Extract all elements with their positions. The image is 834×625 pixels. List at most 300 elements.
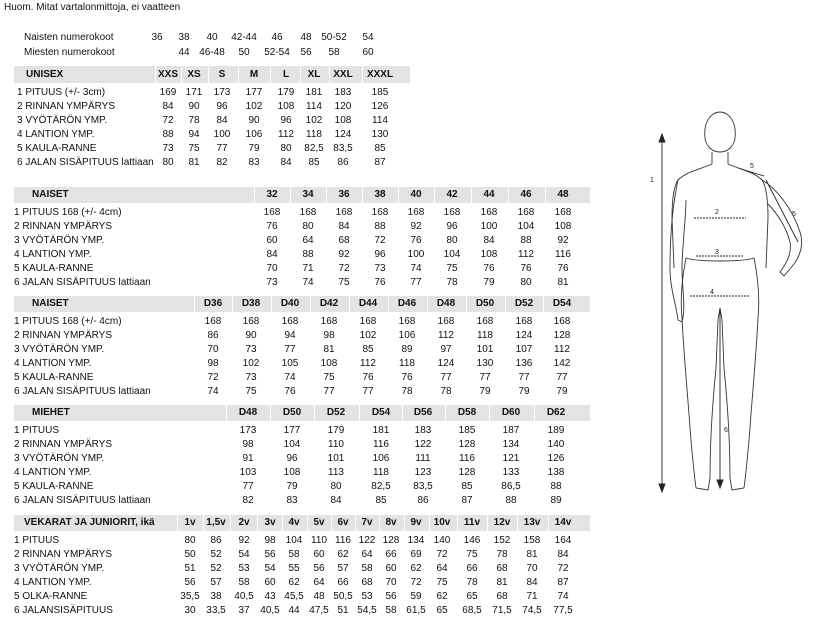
table-cell: 84	[557, 549, 569, 560]
table-cell: 40,5	[260, 605, 280, 616]
table-cell: 73	[245, 344, 257, 355]
table-cell: 78	[440, 386, 452, 397]
table-cell: 58	[238, 577, 250, 588]
column-divider	[300, 66, 301, 83]
table-cell: 81	[323, 344, 335, 355]
table-cell: 97	[440, 344, 452, 355]
table-cell: 140	[433, 535, 451, 546]
table-cell: 107	[515, 344, 533, 355]
table-cell: 74	[410, 263, 422, 274]
table-cell: 73	[162, 143, 174, 154]
size-column-header: D56	[413, 407, 433, 418]
size-column-header: L	[282, 69, 290, 80]
table-cell: 73	[245, 372, 257, 383]
column-divider	[208, 66, 209, 83]
table-cell: 130	[371, 129, 389, 140]
size-column-header: D44	[358, 298, 378, 309]
numerokoot-value: 54	[362, 32, 374, 43]
table-cell: 76	[520, 263, 532, 274]
column-divider	[331, 515, 332, 531]
size-column-header: XL	[307, 69, 321, 80]
table-cell: 168	[398, 316, 416, 327]
row-label: 1 PITUUS 168 (+/- 4cm)	[14, 207, 122, 218]
table-cell: 108	[334, 115, 352, 126]
column-divider	[270, 66, 271, 83]
table-cell: 168	[263, 207, 281, 218]
numerokoot-value: 44	[178, 47, 190, 58]
table-cell: 121	[502, 453, 520, 464]
column-divider	[402, 405, 403, 421]
table-cell: 75	[446, 263, 458, 274]
table-cell: 83	[248, 157, 260, 168]
size-column-header: XXXL	[366, 69, 394, 80]
table-cell: 108	[480, 249, 498, 260]
table-cell: 54	[238, 549, 250, 560]
table-row	[14, 156, 410, 170]
table-cell: 168	[204, 316, 222, 327]
table-cell: 82	[216, 157, 228, 168]
table-cell: 113	[328, 467, 344, 478]
size-column-header: 5v	[313, 517, 325, 528]
table-cell: 84	[266, 249, 278, 260]
size-column-header: XXS	[157, 69, 178, 80]
table-cell: 88	[302, 249, 314, 260]
table-cell: 76	[284, 386, 296, 397]
table-cell: 104	[285, 535, 303, 546]
size-column-header: D48	[238, 407, 258, 418]
table-cell: 106	[245, 129, 263, 140]
row-label: 4 LANTION YMP.	[14, 577, 92, 588]
column-divider	[429, 515, 430, 531]
table-cell: 168	[281, 316, 299, 327]
table-cell: 130	[476, 358, 494, 369]
table-cell: 81	[557, 277, 569, 288]
column-divider	[404, 515, 405, 531]
table-cell: 70	[385, 577, 397, 588]
column-divider	[314, 405, 315, 421]
table-row	[14, 329, 590, 343]
table-cell: 116	[373, 439, 389, 450]
column-divider	[181, 66, 182, 83]
table-cell: 75	[323, 372, 335, 383]
column-divider	[226, 405, 227, 421]
column-divider	[457, 515, 458, 531]
table-cell: 80	[520, 277, 532, 288]
column-divider	[466, 296, 467, 312]
column-divider	[238, 66, 239, 83]
size-table	[14, 187, 590, 291]
table-cell: 181	[372, 425, 390, 436]
table-cell: 35,5	[180, 591, 200, 602]
size-column-header: D50	[475, 298, 495, 309]
table-cell: 77	[284, 344, 296, 355]
table-cell: 79	[479, 386, 491, 397]
column-divider	[270, 405, 271, 421]
table-cell: 87	[461, 495, 473, 506]
table-cell: 70	[266, 263, 278, 274]
table-cell: 112	[518, 249, 534, 260]
table-cell: 189	[547, 425, 565, 436]
size-table-header	[14, 405, 590, 421]
table-cell: 77,5	[553, 605, 573, 616]
table-cell: 173	[239, 425, 257, 436]
table-cell: 80	[330, 481, 342, 492]
table-cell: 54,5	[357, 605, 377, 616]
table-cell: 98	[264, 535, 276, 546]
numerokoot-value: 40	[206, 32, 218, 43]
table-row	[14, 548, 590, 562]
table-row	[14, 315, 590, 329]
numerokoot-row	[24, 46, 414, 60]
table-cell: 47,5	[309, 605, 329, 616]
table-cell: 98	[207, 358, 219, 369]
table-cell: 98	[323, 330, 335, 341]
numerokoot-value: 60	[362, 47, 374, 58]
size-table-title: NAISET	[32, 189, 69, 200]
table-cell: 85	[308, 157, 320, 168]
table-cell: 86	[207, 330, 219, 341]
table-cell: 75	[245, 386, 257, 397]
table-row	[14, 234, 590, 248]
table-cell: 60	[264, 577, 276, 588]
table-cell: 177	[283, 425, 301, 436]
table-cell: 116	[335, 535, 351, 546]
table-cell: 75	[436, 577, 448, 588]
column-divider	[232, 296, 233, 312]
table-cell: 69	[410, 549, 422, 560]
table-cell: 78	[496, 549, 508, 560]
table-cell: 168	[553, 316, 571, 327]
table-cell: 33,5	[206, 605, 226, 616]
row-label: 5 KAULA-RANNE	[17, 143, 97, 154]
size-column-header: D38	[241, 298, 261, 309]
column-divider	[203, 515, 204, 531]
column-divider	[398, 187, 399, 203]
table-cell: 64	[436, 563, 448, 574]
table-cell: 84	[216, 115, 228, 126]
table-cell: 128	[458, 439, 476, 450]
size-table-header	[14, 515, 590, 531]
table-row	[14, 220, 590, 234]
table-cell: 53	[238, 563, 250, 574]
table-cell: 120	[334, 101, 352, 112]
table-cell: 142	[553, 358, 571, 369]
table-cell: 90	[188, 101, 200, 112]
table-cell: 83	[286, 495, 298, 506]
table-cell: 68	[496, 591, 508, 602]
table-cell: 74	[557, 591, 569, 602]
row-label: 5 KAULA-RANNE	[14, 372, 94, 383]
table-cell: 56	[264, 549, 276, 560]
column-divider	[505, 296, 506, 312]
table-cell: 74	[207, 386, 219, 397]
table-cell: 92	[557, 235, 569, 246]
table-cell: 106	[398, 330, 416, 341]
column-divider	[487, 515, 488, 531]
size-column-header: 42	[446, 189, 458, 200]
table-cell: 88	[505, 495, 517, 506]
table-cell: 87	[374, 157, 386, 168]
table-cell: 65	[466, 591, 478, 602]
table-row	[14, 576, 590, 590]
table-cell: 138	[547, 467, 565, 478]
table-cell: 112	[554, 344, 570, 355]
row-label: 1 PITUUS (+/- 3cm)	[17, 87, 106, 98]
table-cell: 56	[313, 563, 325, 574]
size-column-header: D48	[436, 298, 456, 309]
size-column-header: XS	[187, 69, 201, 80]
row-label: 4 LANTION YMP.	[14, 467, 92, 478]
table-cell: 168	[480, 207, 498, 218]
numerokoot-value: 42-44	[231, 32, 257, 43]
table-cell: 87	[557, 577, 569, 588]
table-cell: 62	[410, 563, 422, 574]
table-cell: 77	[323, 386, 335, 397]
table-cell: 146	[463, 535, 481, 546]
column-divider	[427, 296, 428, 312]
table-cell: 72	[338, 263, 350, 274]
table-cell: 75	[466, 549, 478, 560]
row-label: 4 LANTION YMP.	[14, 358, 92, 369]
size-table	[14, 515, 590, 619]
table-cell: 64	[313, 577, 325, 588]
table-cell: 108	[320, 358, 338, 369]
table-cell: 40,5	[234, 591, 254, 602]
table-cell: 118	[306, 129, 322, 140]
table-cell: 60	[266, 235, 278, 246]
table-cell: 114	[372, 115, 388, 126]
table-cell: 102	[245, 101, 263, 112]
table-row	[14, 452, 590, 466]
table-cell: 124	[437, 358, 455, 369]
size-column-header: 32	[266, 189, 278, 200]
table-cell: 177	[245, 87, 263, 98]
size-column-header: D52	[326, 407, 346, 418]
table-cell: 83,5	[333, 143, 353, 154]
size-column-header: 38	[374, 189, 386, 200]
row-label: 6 JALAN SISÄPITUUS lattiaan	[17, 157, 154, 168]
table-cell: 92	[238, 535, 250, 546]
table-cell: 76	[483, 263, 495, 274]
table-cell: 106	[372, 453, 390, 464]
table-cell: 168	[242, 316, 260, 327]
table-cell: 103	[239, 467, 257, 478]
row-label: 4 LANTION YMP.	[17, 129, 95, 140]
table-cell: 74	[302, 277, 314, 288]
table-cell: 76	[362, 372, 374, 383]
size-table-title: NAISET	[32, 298, 69, 309]
column-divider	[230, 515, 231, 531]
size-column-header: 4v	[288, 517, 300, 528]
column-divider	[177, 515, 178, 531]
table-cell: 52	[210, 549, 222, 560]
size-column-header: 3v	[264, 517, 276, 528]
table-cell: 181	[305, 87, 323, 98]
table-cell: 81	[496, 577, 508, 588]
row-label: 2 RINNAN YMPÄRYS	[14, 439, 112, 450]
size-column-header: 48	[557, 189, 569, 200]
table-cell: 89	[550, 495, 562, 506]
table-cell: 59	[410, 591, 422, 602]
table-cell: 86,5	[501, 481, 521, 492]
table-cell: 80	[446, 235, 458, 246]
table-cell: 96	[280, 115, 292, 126]
size-column-header: D46	[397, 298, 417, 309]
table-cell: 90	[245, 330, 257, 341]
numerokoot-value: 46	[271, 32, 283, 43]
row-label: 5 KAULA-RANNE	[14, 263, 94, 274]
column-divider	[326, 187, 327, 203]
table-cell: 96	[216, 101, 228, 112]
column-divider	[307, 515, 308, 531]
table-row	[14, 385, 590, 399]
column-divider	[388, 296, 389, 312]
column-divider	[254, 187, 255, 203]
table-cell: 66	[466, 563, 478, 574]
table-cell: 102	[242, 358, 260, 369]
table-cell: 77	[440, 372, 452, 383]
table-cell: 38	[210, 591, 222, 602]
table-cell: 82,5	[304, 143, 324, 154]
size-column-header: D36	[203, 298, 223, 309]
column-divider	[489, 405, 490, 421]
table-row	[14, 480, 590, 494]
table-cell: 101	[327, 453, 345, 464]
size-column-header: D50	[282, 407, 302, 418]
column-divider	[271, 296, 272, 312]
table-row	[14, 604, 590, 618]
column-divider	[194, 296, 195, 312]
table-cell: 168	[517, 207, 535, 218]
figure-label-2: 2	[715, 209, 719, 216]
figure-label-3: 3	[715, 249, 719, 256]
table-cell: 124	[515, 330, 533, 341]
row-label: 1 PITUUS	[14, 535, 60, 546]
table-cell: 100	[213, 129, 231, 140]
table-cell: 60	[385, 563, 397, 574]
table-cell: 54	[264, 563, 276, 574]
column-divider	[349, 296, 350, 312]
table-row	[14, 262, 590, 276]
size-table-title: MIEHET	[32, 407, 70, 418]
table-cell: 75	[188, 143, 200, 154]
table-cell: 118	[477, 330, 493, 341]
table-cell: 72	[410, 577, 422, 588]
column-divider	[445, 405, 446, 421]
table-cell: 88	[520, 235, 532, 246]
row-label: 3 VYÖTÄRÖN YMP.	[17, 115, 108, 126]
row-label: 1 PITUUS 168 (+/- 4cm)	[14, 316, 122, 327]
row-label: 3 VYÖTÄRÖN YMP.	[14, 453, 105, 464]
size-column-header: D52	[514, 298, 534, 309]
numerokoot-row	[24, 31, 414, 45]
table-cell: 112	[360, 358, 376, 369]
table-cell: 84	[330, 495, 342, 506]
column-divider	[310, 296, 311, 312]
table-row	[14, 128, 410, 142]
row-label: 6 JALAN SISÄPITUUS lattiaan	[14, 386, 151, 397]
table-cell: 104	[283, 439, 301, 450]
column-divider	[534, 405, 535, 421]
table-cell: 70	[207, 344, 219, 355]
table-cell: 100	[480, 221, 498, 232]
row-label: 6 JALAN SISÄPITUUS lattiaan	[14, 495, 151, 506]
column-divider	[362, 66, 363, 83]
table-cell: 134	[502, 439, 520, 450]
table-cell: 79	[483, 277, 495, 288]
size-column-header: M	[249, 69, 259, 80]
table-cell: 133	[502, 467, 520, 478]
table-cell: 179	[327, 425, 345, 436]
table-cell: 173	[213, 87, 231, 98]
table-row	[14, 466, 590, 480]
table-cell: 183	[334, 87, 352, 98]
numerokoot-value: 36	[151, 32, 163, 43]
table-cell: 110	[311, 535, 327, 546]
table-cell: 77	[242, 481, 254, 492]
table-cell: 64	[302, 235, 314, 246]
table-cell: 86	[417, 495, 429, 506]
table-cell: 96	[374, 249, 386, 260]
table-cell: 96	[446, 221, 458, 232]
column-divider	[362, 187, 363, 203]
table-cell: 108	[283, 467, 301, 478]
table-cell: 122	[414, 439, 432, 450]
table-cell: 108	[554, 221, 572, 232]
column-divider	[359, 405, 360, 421]
figure-label-6: 6	[724, 427, 728, 434]
row-label: 1 PITUUS	[14, 425, 60, 436]
table-cell: 84	[280, 157, 292, 168]
table-cell: 61,5	[406, 605, 426, 616]
table-cell: 126	[371, 101, 389, 112]
table-cell: 76	[401, 372, 413, 383]
size-column-header: 34	[302, 189, 314, 200]
size-column-header: 44	[483, 189, 495, 200]
table-cell: 80	[162, 157, 174, 168]
table-cell: 112	[278, 129, 294, 140]
table-cell: 45,5	[284, 591, 304, 602]
table-cell: 128	[458, 467, 476, 478]
table-cell: 62	[337, 549, 349, 560]
table-cell: 82,5	[371, 481, 391, 492]
row-label: 2 RINNAN YMPÄRYS	[14, 549, 112, 560]
column-divider	[282, 515, 283, 531]
size-column-header: 14v	[554, 517, 572, 528]
table-cell: 168	[554, 207, 572, 218]
column-divider	[355, 515, 356, 531]
size-table	[14, 405, 590, 509]
table-cell: 77	[556, 372, 568, 383]
size-column-header: D60	[501, 407, 521, 418]
table-cell: 81	[526, 549, 538, 560]
size-table-header	[14, 66, 410, 83]
table-cell: 77	[410, 277, 422, 288]
size-column-header: D62	[546, 407, 566, 418]
table-cell: 85	[374, 143, 386, 154]
row-label: 6 JALAN SISÄPITUUS lattiaan	[14, 277, 151, 288]
table-row	[14, 371, 590, 385]
table-cell: 68,5	[462, 605, 482, 616]
size-table-header	[14, 187, 590, 203]
column-divider	[329, 66, 330, 83]
numerokoot-label: Miesten numerokoot	[24, 47, 115, 58]
size-table	[14, 66, 410, 171]
table-cell: 74,5	[522, 605, 542, 616]
figure-label-1: 1	[650, 177, 654, 184]
table-cell: 124	[334, 129, 352, 140]
size-table	[14, 296, 590, 400]
